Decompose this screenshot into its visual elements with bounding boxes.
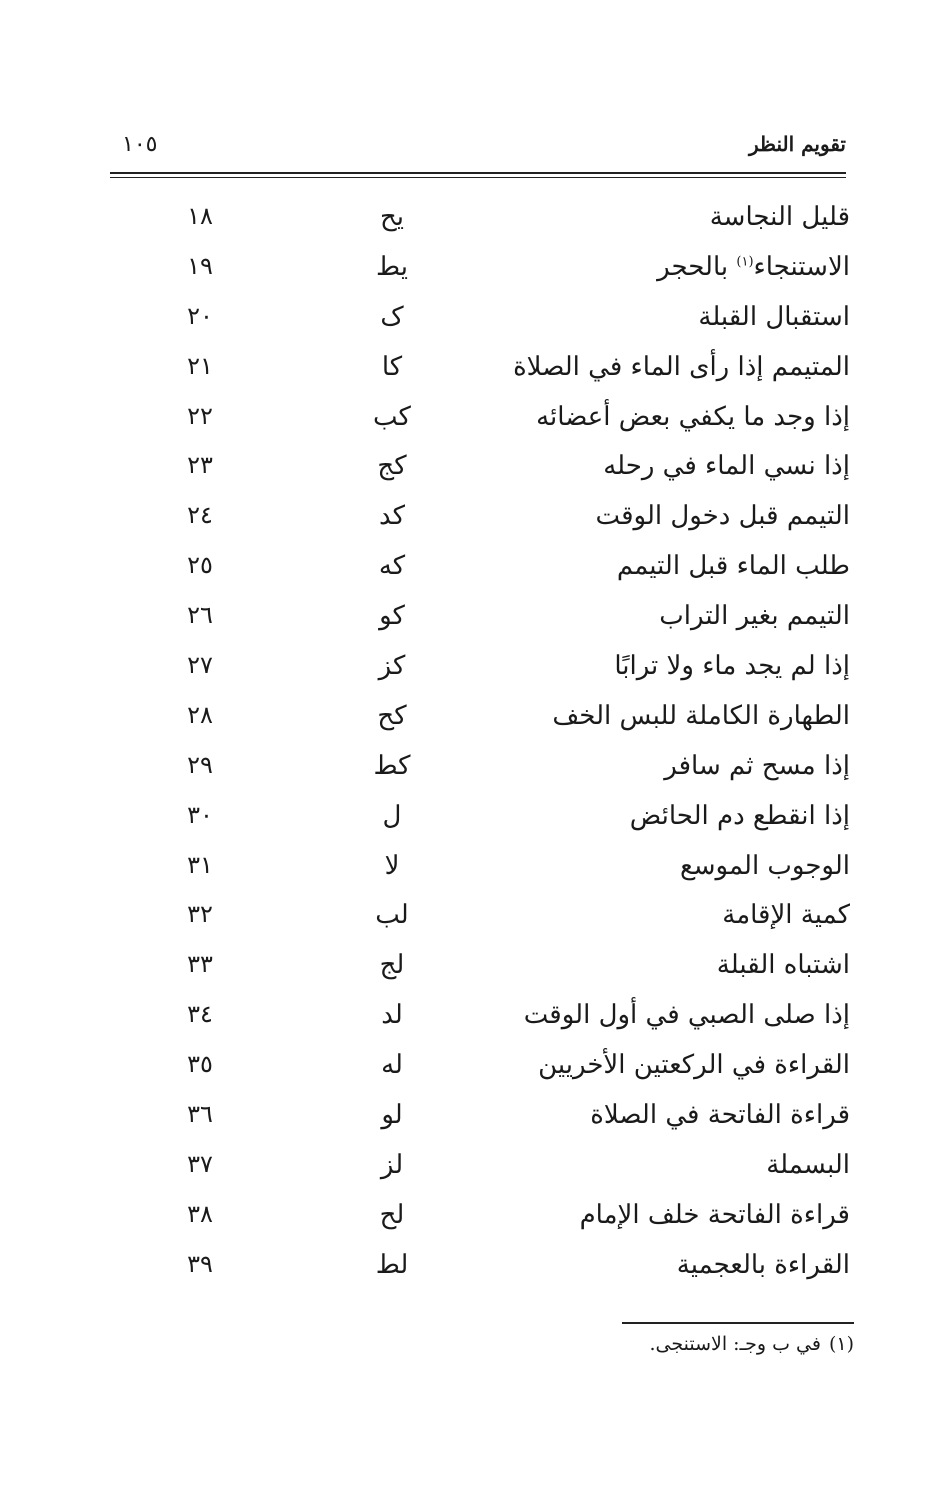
row-number: ٣٢ — [187, 900, 213, 929]
table-row — [110, 545, 850, 595]
table-row — [110, 296, 850, 346]
row-title: قراءة الفاتحة في الصلاة — [590, 1100, 850, 1131]
row-abjad: لز — [380, 1149, 404, 1180]
row-title: اشتباه القبلة — [716, 950, 850, 981]
row-number: ٣٣ — [187, 950, 213, 979]
row-number: ٢١ — [187, 351, 213, 380]
table-row — [110, 495, 850, 545]
table-row — [110, 1194, 850, 1244]
table-row — [110, 196, 850, 246]
footnote-marker: (١) — [828, 1333, 854, 1355]
row-number: ٣٩ — [187, 1249, 213, 1278]
row-number: ٣٨ — [187, 1199, 213, 1228]
table-row — [110, 346, 850, 396]
row-title: القراءة في الركعتين الأخريين — [538, 1050, 850, 1081]
row-abjad: ل — [382, 800, 402, 831]
row-number: ٣٦ — [187, 1100, 213, 1129]
row-title: إذا مسح ثم سافر — [664, 750, 850, 781]
row-abjad: يط — [376, 251, 408, 282]
row-abjad: كو — [379, 601, 405, 632]
row-abjad: كط — [373, 750, 411, 781]
row-number: ٣٧ — [187, 1149, 213, 1178]
table-row — [110, 1144, 850, 1194]
header-rule-thick — [110, 172, 846, 174]
table-row — [110, 695, 850, 745]
row-abjad: كز — [378, 651, 406, 682]
row-number: ٢٦ — [187, 601, 213, 630]
row-number: ٣٤ — [187, 1000, 213, 1029]
table-row — [110, 1244, 850, 1294]
row-number: ٢٨ — [187, 700, 213, 729]
table-row — [110, 396, 850, 446]
table-row — [110, 595, 850, 645]
row-abjad: لد — [381, 1000, 403, 1031]
running-title: تقويم النظر — [749, 132, 846, 156]
table-row — [110, 894, 850, 944]
row-title — [657, 252, 850, 282]
row-title: التيمم بغير التراب — [659, 601, 850, 632]
row-abjad: لو — [381, 1100, 403, 1131]
table-row — [110, 795, 850, 845]
table-row — [110, 1044, 850, 1094]
row-title: الطهارة الكاملة للبس الخف — [552, 700, 850, 731]
row-abjad: كج — [377, 451, 407, 482]
row-number: ٣١ — [187, 850, 213, 879]
row-abjad: كا — [381, 351, 403, 382]
table-row — [110, 645, 850, 695]
page-number: ١٠٥ — [122, 132, 158, 157]
row-title: إذا وجد ما يكفي بعض أعضائه — [536, 401, 850, 432]
row-number: ٢٧ — [187, 651, 213, 680]
row-number: ٢٩ — [187, 750, 213, 779]
row-abjad: كد — [378, 501, 406, 532]
table-row — [110, 445, 850, 495]
row-title: الوجوب الموسع — [679, 850, 850, 881]
row-abjad: ک — [380, 301, 404, 332]
row-title: قراءة الفاتحة خلف الإمام — [579, 1199, 850, 1230]
row-title: إذا صلى الصبي في أول الوقت — [523, 1000, 850, 1031]
row-abjad: يح — [379, 202, 405, 232]
row-abjad: له — [381, 1050, 403, 1081]
table-row — [110, 1094, 850, 1144]
row-number: ٢٥ — [187, 551, 213, 580]
row-abjad: لا — [384, 850, 400, 881]
footnote-text: في ب وجـ: الاستنجى. — [649, 1333, 821, 1355]
index-table — [110, 196, 850, 1294]
row-number: ٢٢ — [187, 401, 213, 430]
table-row — [110, 994, 850, 1044]
row-title: طلب الماء قبل التيمم — [616, 551, 850, 582]
row-title: إذا نسي الماء في رحله — [603, 451, 850, 482]
row-number: ٢٠ — [187, 301, 213, 330]
header-rule-thin — [110, 177, 846, 178]
row-title-rest: بالحجر — [657, 251, 737, 282]
running-header — [110, 128, 846, 168]
row-title: إذا لم يجد ماء ولا ترابًا — [614, 651, 850, 682]
row-number: ١٨ — [187, 202, 213, 230]
row-number: ٢٣ — [187, 451, 213, 480]
row-number: ٣٥ — [187, 1050, 213, 1079]
row-abjad: لج — [379, 950, 405, 981]
table-row — [110, 246, 850, 296]
row-abjad: كح — [377, 700, 407, 731]
row-title: المتيمم إذا رأى الماء في الصلاة — [513, 351, 850, 382]
footnote-separator — [622, 1322, 854, 1324]
row-abjad: لط — [375, 1249, 409, 1280]
row-abjad: كب — [373, 401, 411, 432]
row-title: القراءة بالعجمية — [676, 1249, 850, 1280]
row-title: استقبال القبلة — [698, 301, 850, 332]
table-row — [110, 845, 850, 895]
row-title: قليل النجاسة — [709, 202, 850, 232]
row-abjad: لب — [375, 900, 409, 931]
row-title: التيمم قبل دخول الوقت — [595, 501, 850, 532]
row-title: البسملة — [766, 1149, 850, 1180]
row-number: ٣٠ — [187, 800, 213, 829]
footnote — [649, 1333, 854, 1355]
row-title-main: الاستنجاء — [753, 251, 850, 282]
row-number: ٢٤ — [187, 501, 213, 530]
row-abjad: كه — [378, 551, 406, 582]
footnote-reference: (١) — [736, 254, 754, 270]
row-number: ١٩ — [187, 251, 213, 280]
table-row — [110, 944, 850, 994]
row-title: إذا انقطع دم الحائض — [629, 800, 850, 831]
table-row — [110, 745, 850, 795]
row-title: كمية الإقامة — [722, 900, 850, 931]
row-abjad: لح — [379, 1199, 405, 1230]
